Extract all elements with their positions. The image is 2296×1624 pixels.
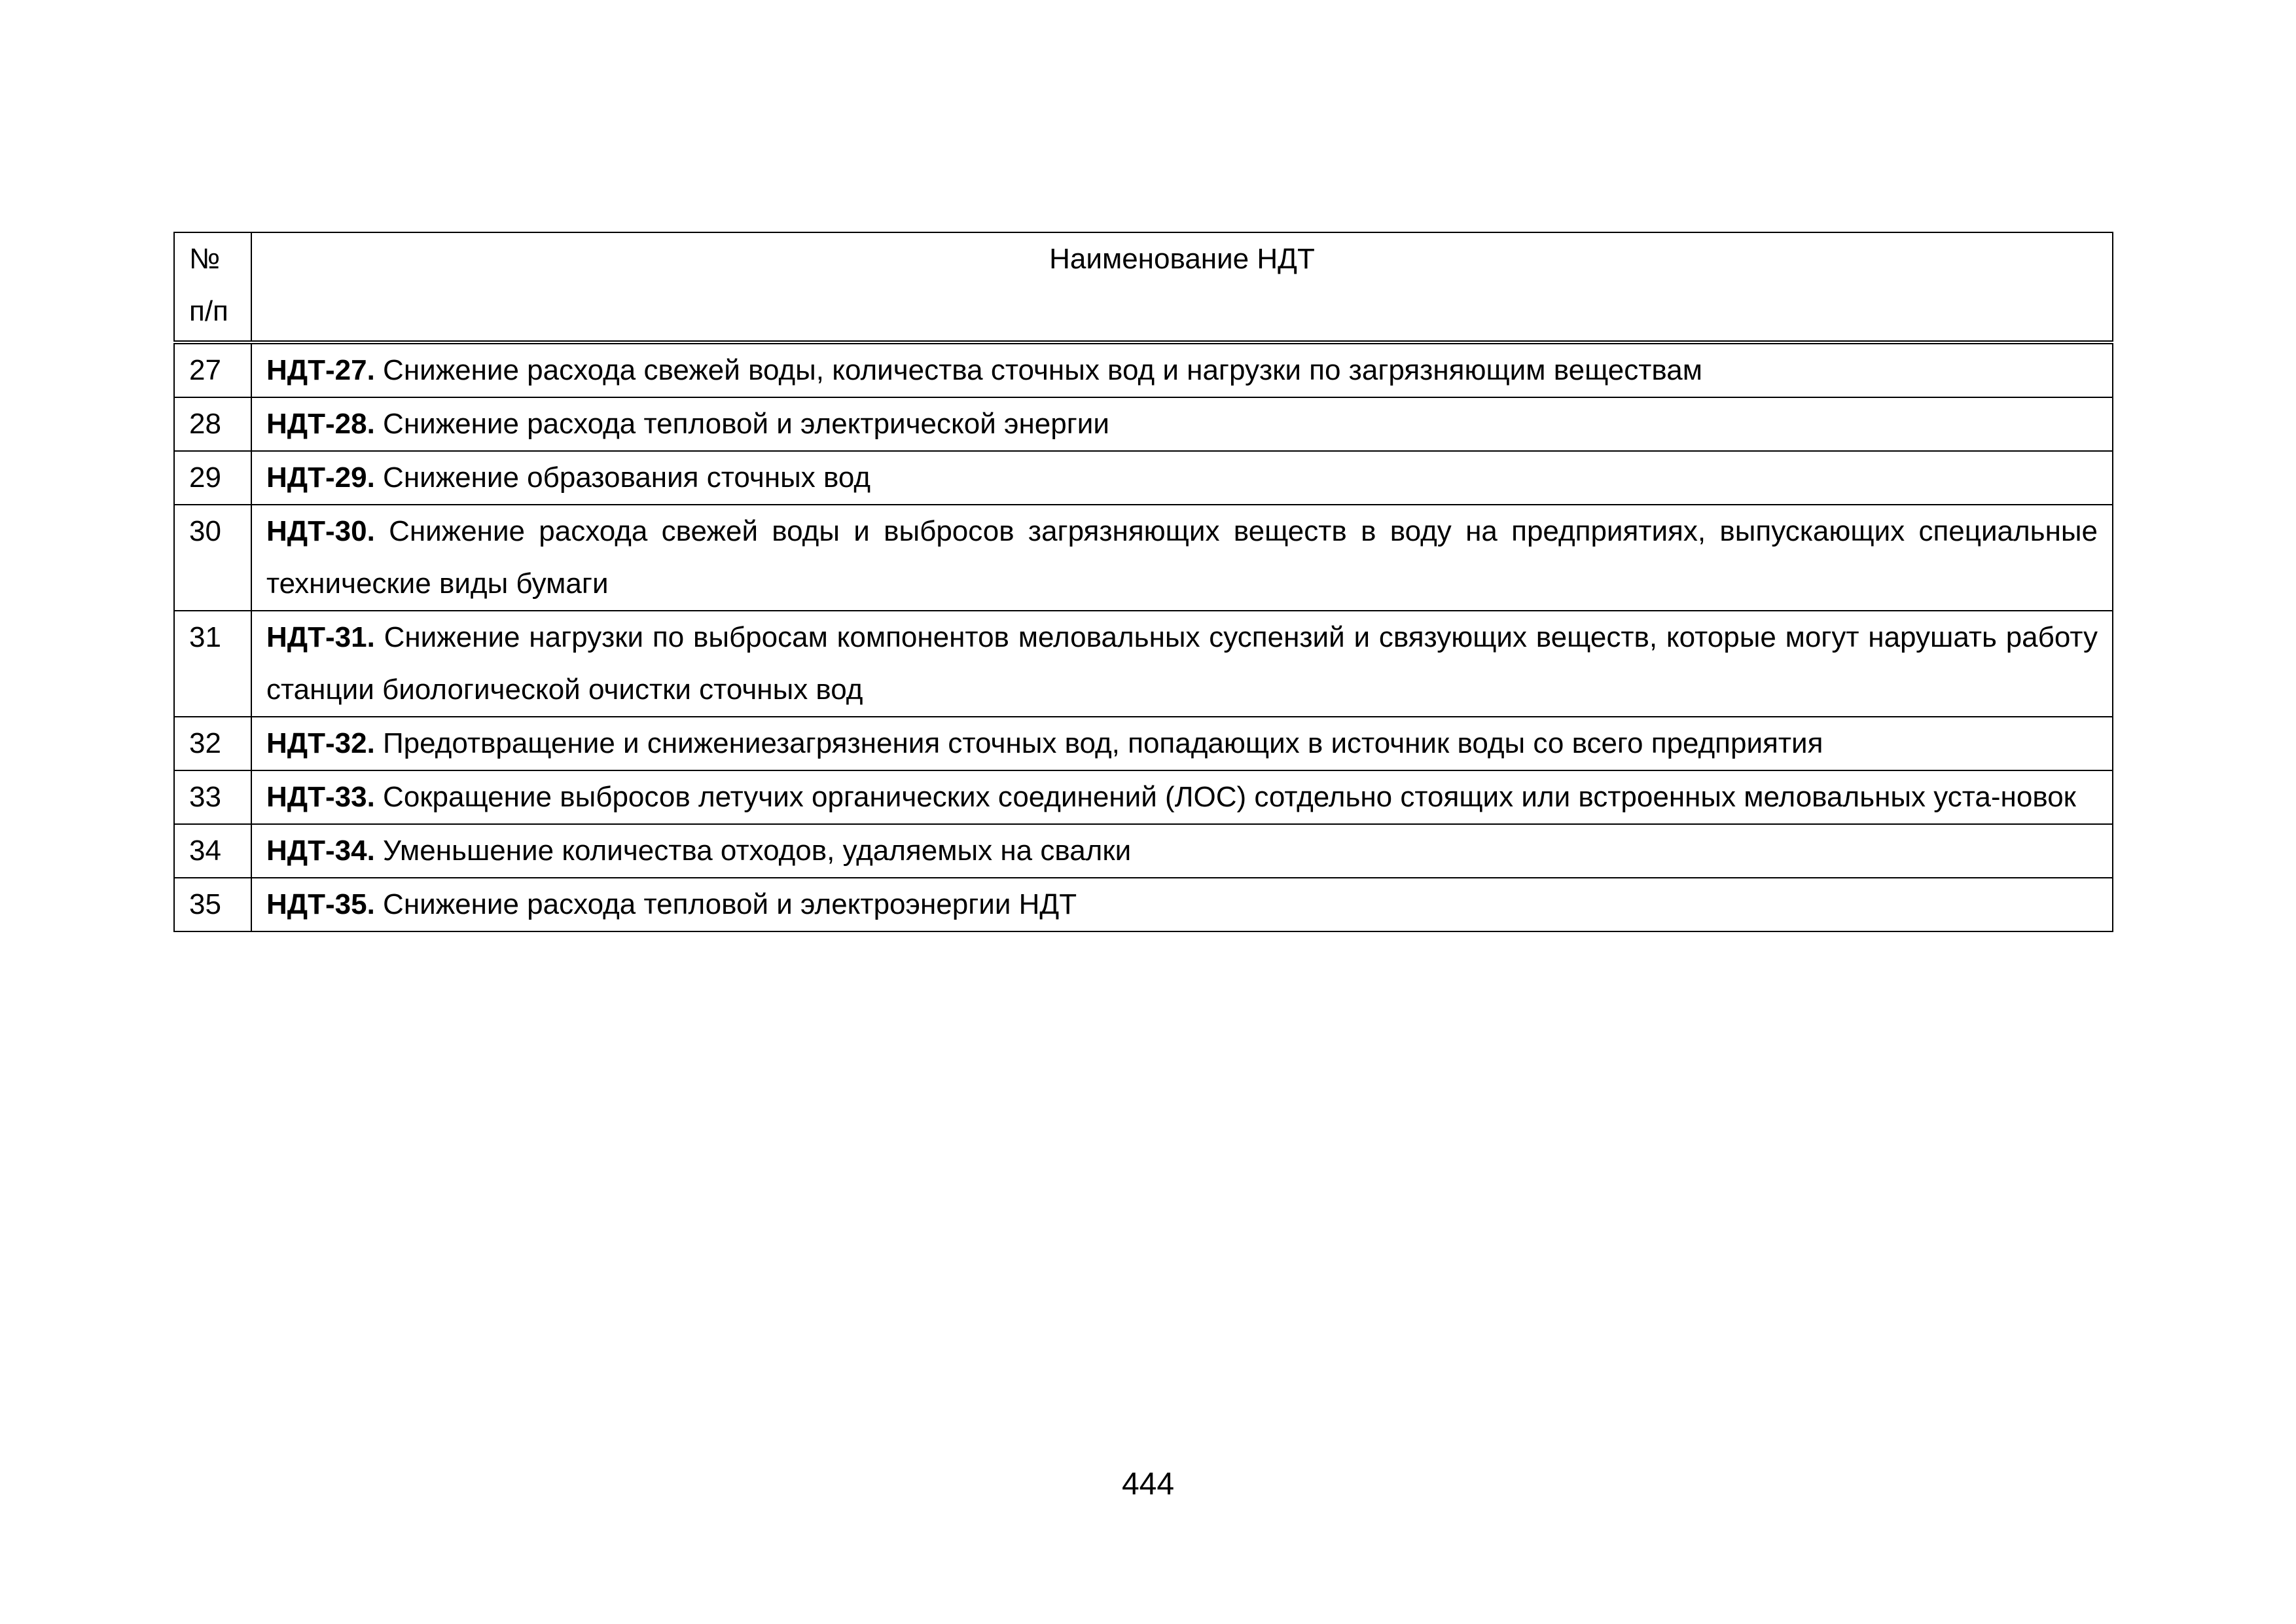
row-name xyxy=(251,770,2113,824)
row-name xyxy=(251,611,2113,717)
header-number-cell xyxy=(174,232,251,342)
bat-code: НДТ-33. xyxy=(266,781,375,813)
header-number-symbol: № xyxy=(189,243,221,275)
bat-code: НДТ-29. xyxy=(266,461,375,494)
table-row xyxy=(174,505,2113,611)
table-row xyxy=(174,717,2113,770)
row-number: 33 xyxy=(174,770,251,824)
bat-description: Снижение расхода свежей воды, количества сточных вод и нагрузки по загрязняющим веществам xyxy=(374,354,1703,386)
bat-description: Снижение расхода тепловой и электрической энергии xyxy=(374,408,1109,440)
table-header-row xyxy=(174,232,2113,342)
row-name xyxy=(251,717,2113,770)
row-number: 29 xyxy=(174,451,251,505)
row-number: 27 xyxy=(174,342,251,397)
bat-table xyxy=(173,232,2113,932)
bat-description: Снижение расхода свежей воды и выбросов загрязняющих веществ в воду на предприятиях, выпускающих специальные технические виды бумаги xyxy=(266,515,2098,600)
bat-description: Снижение нагрузки по выбросам компонентов меловальных суспензий и связующих веществ, которые могут нарушать работу станции биологической очистки сточных вод xyxy=(266,621,2098,706)
table-row xyxy=(174,611,2113,717)
bat-code: НДТ-34. xyxy=(266,835,375,867)
row-number: 34 xyxy=(174,824,251,878)
table-row xyxy=(174,770,2113,824)
page-number: 444 xyxy=(1121,1467,1175,1502)
bat-code: НДТ-28. xyxy=(266,408,375,440)
row-name xyxy=(251,342,2113,397)
row-number: 32 xyxy=(174,717,251,770)
bat-code: НДТ-31. xyxy=(266,621,375,653)
row-number: 31 xyxy=(174,611,251,717)
table-row xyxy=(174,451,2113,505)
row-name xyxy=(251,397,2113,451)
row-name xyxy=(251,878,2113,931)
table-row xyxy=(174,397,2113,451)
bat-code: НДТ-32. xyxy=(266,727,375,759)
row-number: 30 xyxy=(174,505,251,611)
header-name-cell: Наименование НДТ xyxy=(251,232,2113,342)
bat-code: НДТ-27. xyxy=(266,354,375,386)
row-number: 35 xyxy=(174,878,251,931)
table-row xyxy=(174,342,2113,397)
row-name xyxy=(251,451,2113,505)
row-number: 28 xyxy=(174,397,251,451)
bat-code: НДТ-35. xyxy=(266,888,375,920)
bat-description: Снижение образования сточных вод xyxy=(374,461,871,494)
bat-code: НДТ-30. xyxy=(266,515,375,547)
table-row xyxy=(174,824,2113,878)
row-name xyxy=(251,824,2113,878)
header-number-abbrev: п/п xyxy=(189,295,228,327)
table-row xyxy=(174,878,2113,931)
bat-description: Уменьшение количества отходов, удаляемых на свалки xyxy=(374,835,1132,867)
bat-description: Сокращение выбросов летучих органических соединений (ЛОС) сотдельно стоящих или встроенных меловальных уста-новок xyxy=(374,781,2076,813)
bat-description: Предотвращение и снижениезагрязнения сточных вод, попадающих в источник воды со всего предприятия xyxy=(374,727,1823,759)
row-name xyxy=(251,505,2113,611)
bat-description: Снижение расхода тепловой и электроэнергии НДТ xyxy=(374,888,1077,920)
